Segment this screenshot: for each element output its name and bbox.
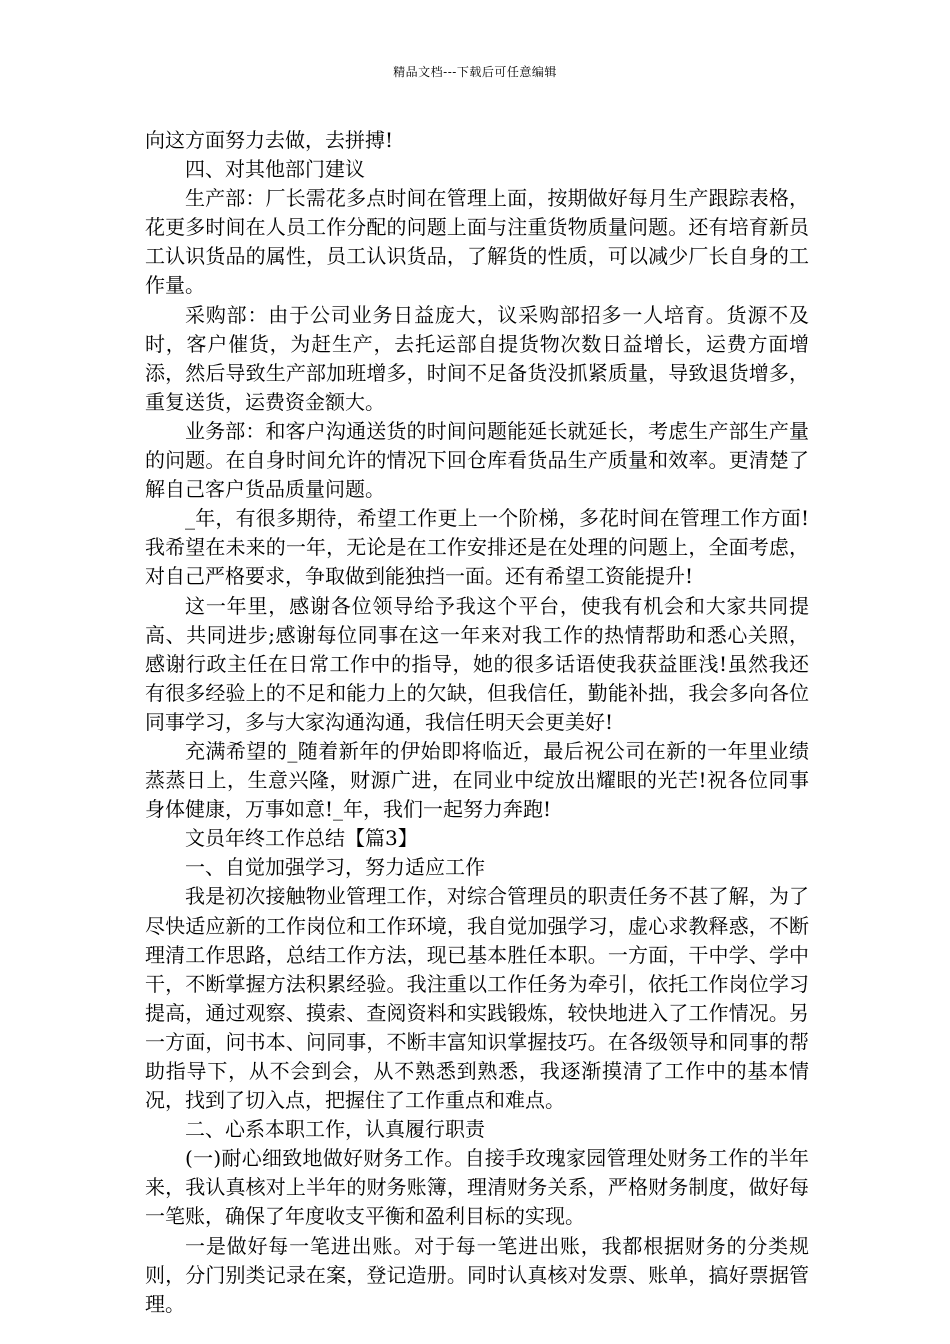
paragraph: 一是做好每一笔进出账。对于每一笔进出账，我都根据财务的分类规则，分门别类记录在案，登记造册。同时认真核对发票、账单，搞好票据管理。 (145, 1233, 809, 1316)
page-header: 精品文档---下载后可任意编辑 (393, 65, 557, 79)
paragraph: 业务部：和客户沟通送货的时间问题能延长就延长，考虑生产部生产量的问题。在自身时间允许的情况下回仓库看货品生产质量和效率。更清楚了解自己客户货品质量问题。 (145, 418, 809, 502)
paragraph: 我是初次接触物业管理工作，对综合管理员的职责任务不甚了解，为了尽快适应新的工作岗位和工作环境，我自觉加强学习，虚心求教释惑，不断理清工作思路，总结工作方法，现已基本胜任本职。一方面，干中学、学中干，不断掌握方法积累经验。我注重以工作任务为牵引，依托工作岗位学习提高，通过观察、摸索、查阅资料和实践锻炼，较快地进入了工作情况。另一方面，问书本、问同事，不断丰富知识掌握技巧。在各级领导和同事的帮助指导下，从不会到会，从不熟悉到熟悉，我逐渐摸清了工作中的基本情况，找到了切入点，把握住了工作重点和难点。 (145, 884, 809, 1113)
paragraph: 采购部：由于公司业务日益庞大，议采购部招多一人培育。货源不及时，客户催货，为赶生产，去托运部自提货物次数日益增长，运费方面增添，然后导致生产部加班增多，时间不足备货没抓紧质量，导致退货增多，重复送货，运费资金额大。 (145, 302, 809, 414)
paragraph: 生产部：厂长需花多点时间在管理上面，按期做好每月生产跟踪表格，花更多时间在人员工作分配的问题上面与注重货物质量问题。还有培育新员工认识货品的属性，员工认识货品，了解货的性质，可以减少厂长自身的工作量。 (145, 186, 809, 298)
section-heading: 一、自觉加强学习，努力适应工作 (185, 855, 485, 880)
document-body (145, 126, 809, 1319)
paragraph: 向这方面努力去做，去拼搏! (145, 128, 394, 152)
article-title: 文员年终工作总结【篇3】 (185, 826, 418, 851)
paragraph: (一)耐心细致地做好财务工作。自接手玫瑰家园管理处财务工作的半年来，我认真核对上半年的财务账簿，理清财务关系，严格财务制度，做好每一笔账，确保了年度收支平衡和盈利目标的实现。 (145, 1146, 809, 1229)
paragraph: 充满希望的_随着新年的伊始即将临近，最后祝公司在新的一年里业绩蒸蒸日上，生意兴隆，财源广进，在同业中绽放出耀眼的光芒!祝各位同事身体健康，万事如意!_年，我们一起努力奔跑! (145, 738, 809, 822)
paragraph: 这一年里，感谢各位领导给予我这个平台，使我有机会和大家共同提高、共同进步;感谢每位同事在这一年来对我工作的热情帮助和悉心关照，感谢行政主任在日常工作中的指导，她的很多话语使我获益匪浅!虽然我还有很多经验上的不足和能力上的欠缺，但我信任，勤能补拙，我会多向各位同事学习，多与大家沟通沟通，我信任明天会更美好! (145, 593, 809, 734)
section-heading: 四、对其他部门建议 (185, 157, 365, 182)
paragraph: _年，有很多期待，希望工作更上一个阶梯，多花时间在管理工作方面!我希望在未来的一年，无论是在工作安排还是在处理的问题上，全面考虑，对自己严格要求，争取做到能独挡一面。还有希望工资能提升! (145, 506, 809, 589)
section-heading: 二、心系本职工作，认真履行职责 (185, 1117, 485, 1142)
